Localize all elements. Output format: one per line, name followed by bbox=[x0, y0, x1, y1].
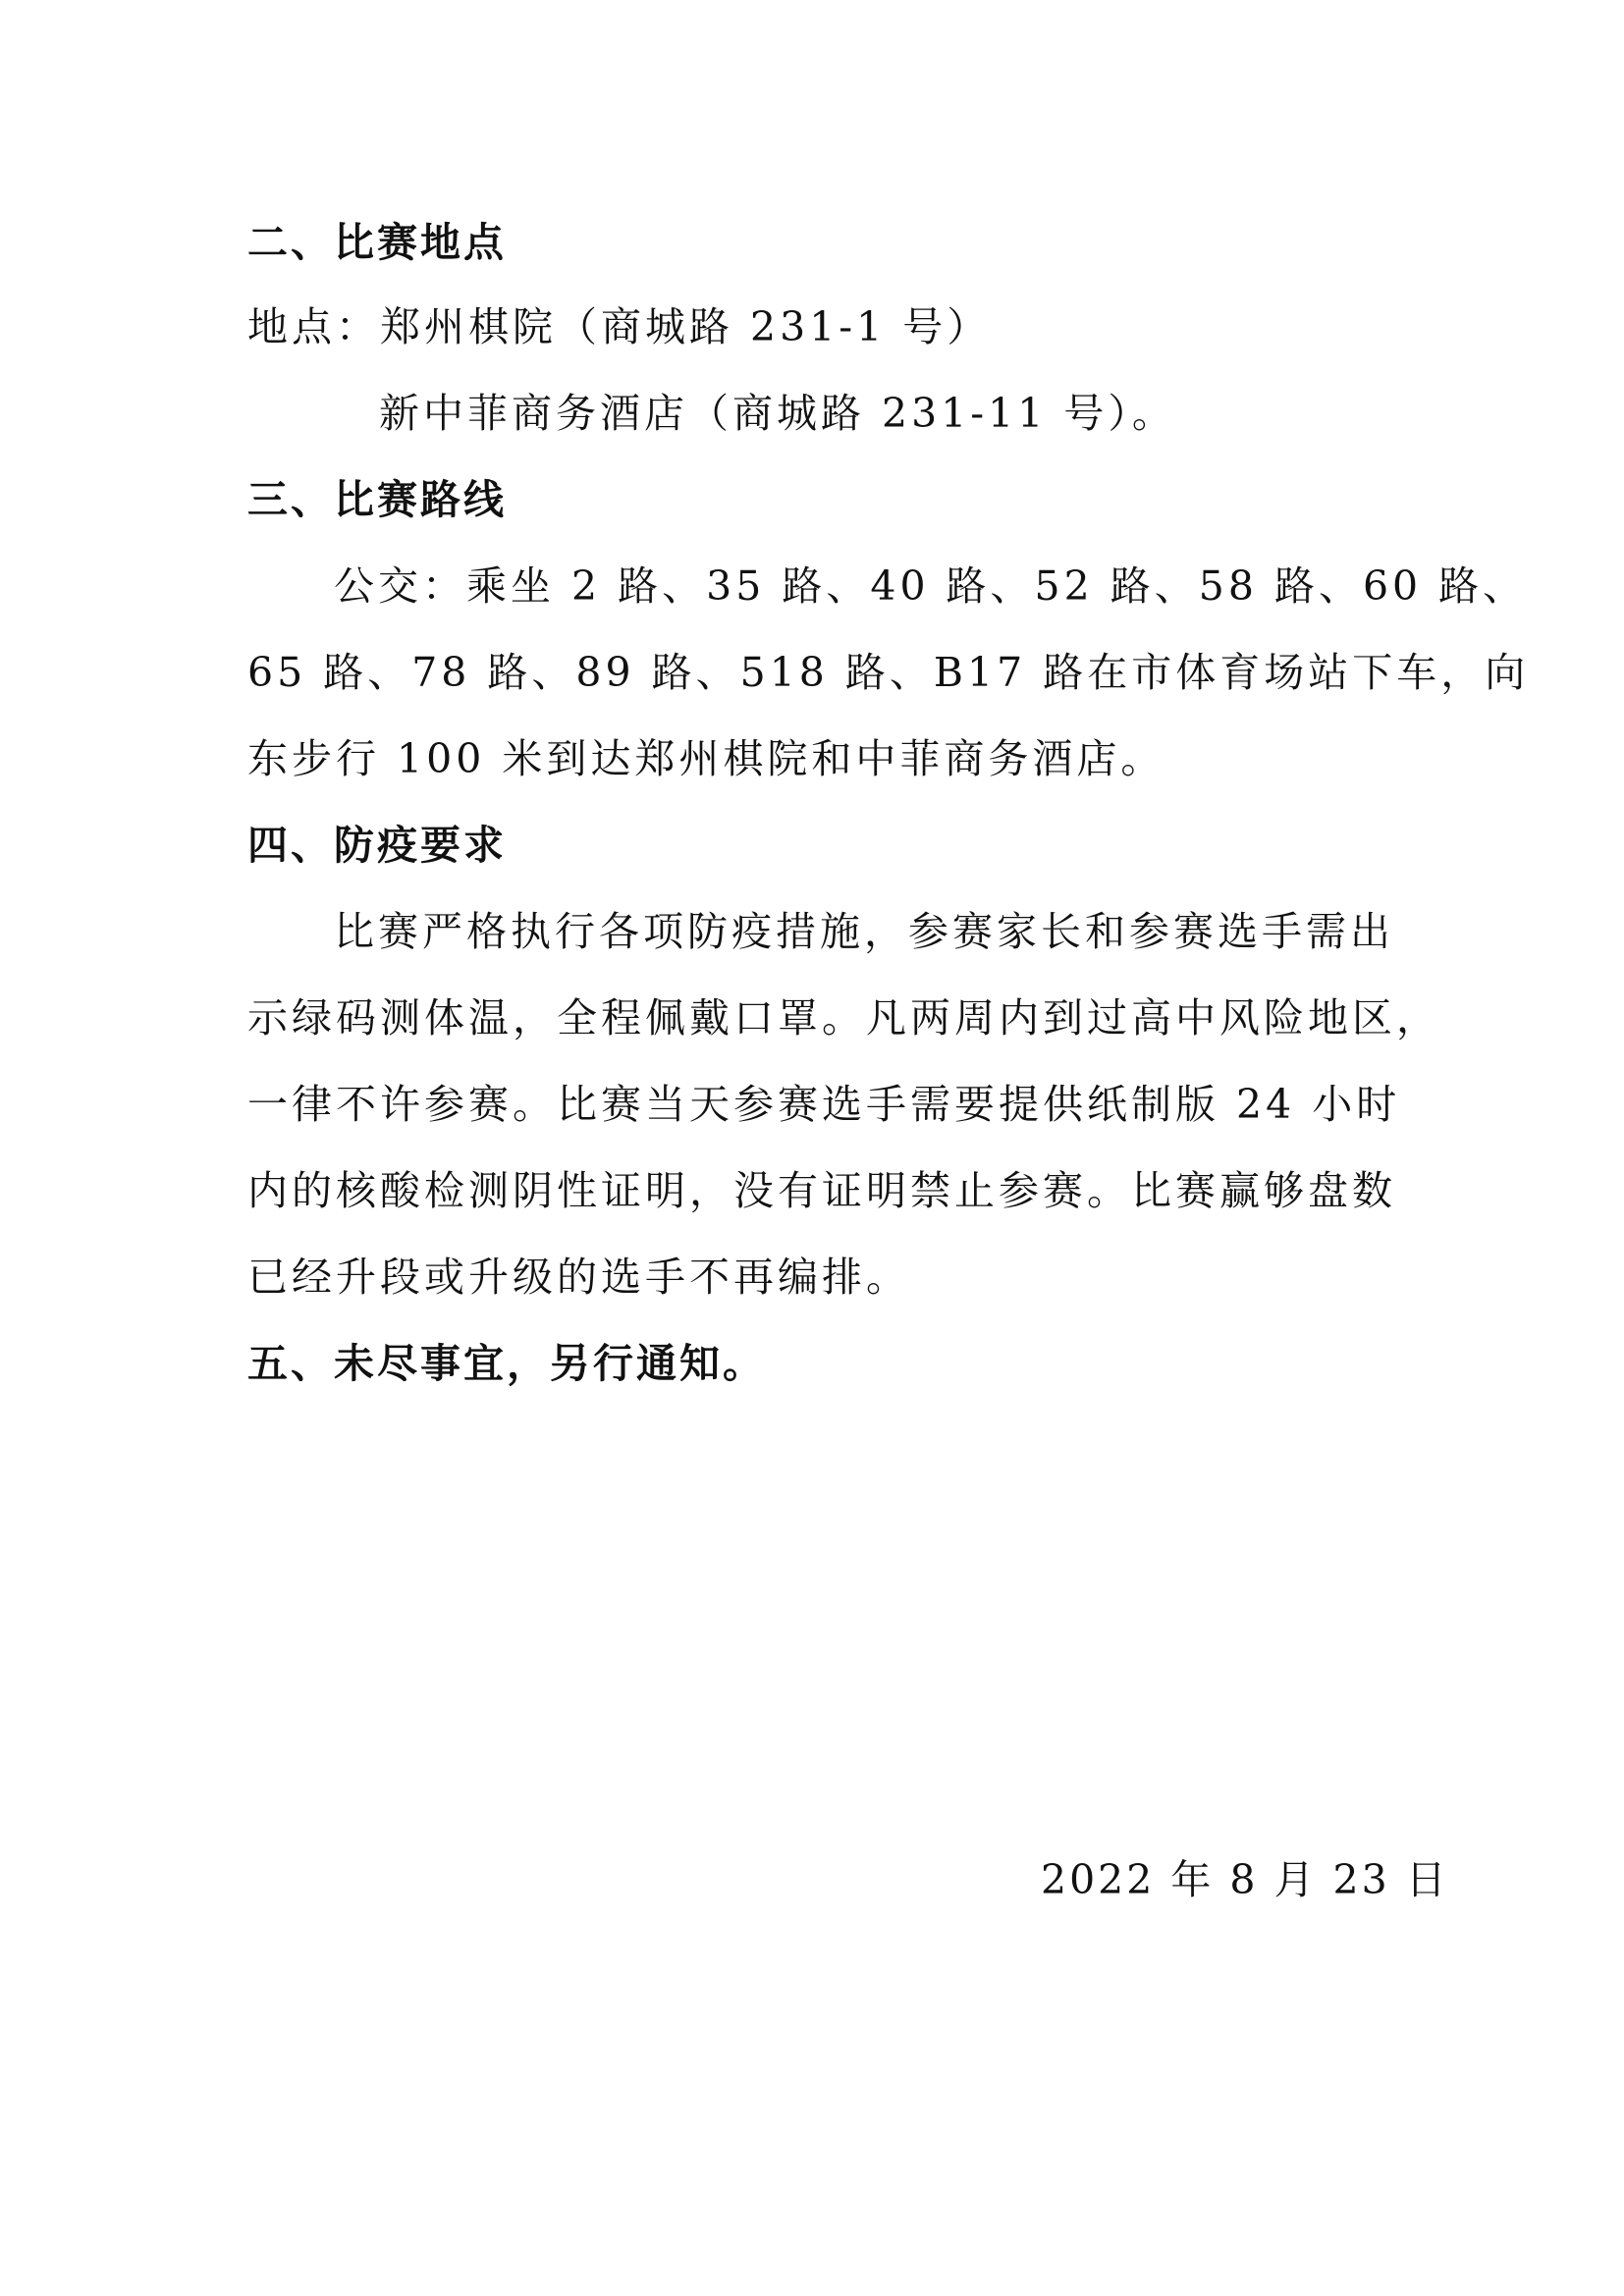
location-line-1: 地点：郑州棋院（商城路 231-1 号） bbox=[247, 303, 992, 350]
epidemic-paragraph-line: 一律不许参赛。比赛当天参赛选手需要提供纸制版 24 小时 bbox=[247, 1081, 1401, 1128]
route-paragraph-line: 公交：乘坐 2 路、35 路、40 路、52 路、58 路、60 路、 bbox=[334, 562, 1528, 610]
section-heading-other: 五、未尽事宜，另行通知。 bbox=[247, 1340, 766, 1387]
section-heading-route: 三、比赛路线 bbox=[247, 476, 507, 523]
epidemic-paragraph-line: 示绿码测体温，全程佩戴口罩。凡两周内到过高中风险地区， bbox=[247, 994, 1440, 1041]
epidemic-paragraph-line: 比赛严格执行各项防疫措施，参赛家长和参赛选手需出 bbox=[334, 908, 1394, 955]
document-date: 2022 年 8 月 23 日 bbox=[1041, 1856, 1449, 1903]
location-line-2: 新中菲商务酒店（商城路 231-11 号）。 bbox=[379, 390, 1176, 437]
section-heading-location: 二、比赛地点 bbox=[247, 219, 507, 266]
route-paragraph-line: 65 路、78 路、89 路、518 路、B17 路在市体育场站下车，向 bbox=[247, 649, 1530, 696]
epidemic-paragraph-line: 已经升段或升级的选手不再编排。 bbox=[247, 1254, 910, 1301]
section-heading-epidemic: 四、防疫要求 bbox=[247, 822, 507, 869]
epidemic-paragraph-line: 内的核酸检测阴性证明，没有证明禁止参赛。比赛赢够盘数 bbox=[247, 1167, 1396, 1214]
route-paragraph-line: 东步行 100 米到达郑州棋院和中菲商务酒店。 bbox=[247, 735, 1165, 782]
